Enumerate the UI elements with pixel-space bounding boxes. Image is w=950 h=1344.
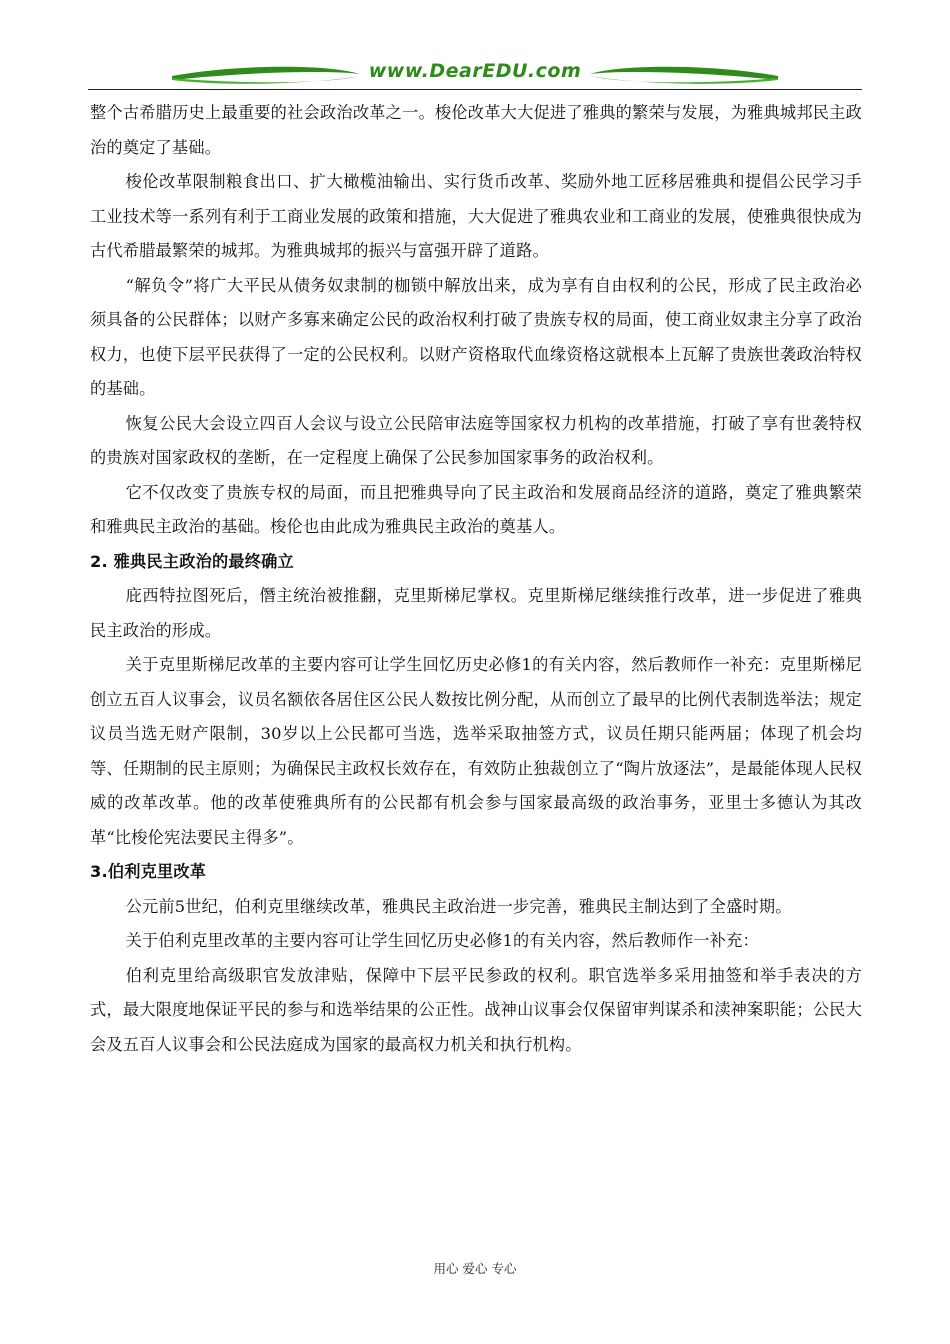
- paragraph: 关于克里斯梯尼改革的主要内容可让学生回忆历史必修1的有关内容，然后教师作一补充：克里斯梯尼创立五百人议事会，议员名额依各居住区公民人数按比例分配，从而创立了最早的比例代表制选举法；规定议员当选无财产限制，30岁以上公民都可当选，选举采取抽签方式，议员任期只能两届；体现了机会均等、任期制的民主原则；为确保民主政权长效存在，有效防止独裁创立了“陶片放逐法”，是最能体现人民权威的改革改革。他的改革使雅典所有的公民都有机会参与国家最高级的政治事务，亚里士多德认为其改革“比梭伦宪法要民主得多”。: [90, 655, 862, 847]
- paragraph: 公元前5世纪，伯利克里继续改革，雅典民主政治进一步完善，雅典民主制达到了全盛时期。: [125, 896, 792, 916]
- paragraph: 整个古希腊历史上最重要的社会政治改革之一。梭伦改革大大促进了雅典的繁荣与发展，为雅典城邦民主政治的奠定了基础。: [90, 103, 862, 157]
- paragraph: 它不仅改变了贵族专权的局面，而且把雅典导向了民主政治和发展商品经济的道路，奠定了雅典繁荣和雅典民主政治的基础。梭伦也由此成为雅典民主政治的奠基人。: [90, 482, 862, 536]
- page-footer: 用心 爱心 专心: [433, 1261, 517, 1276]
- document-body: [90, 96, 862, 1062]
- page-header: [88, 58, 862, 92]
- paragraph: 伯利克里给高级职官发放津贴，保障中下层平民参政的权利。职官选举多采用抽签和举手表决的方式，最大限度地保证平民的参与和选举结果的公正性。战神山议事会仅保留审判谋杀和渎神案职能；公民大会及五百人议事会和公民法庭成为国家的最高权力机关和执行机构。: [90, 965, 862, 1054]
- section-heading: 2. 雅典民主政治的最终确立: [90, 551, 294, 571]
- header-divider: [88, 89, 862, 90]
- paragraph: “解负令”将广大平民从债务奴隶制的枷锁中解放出来，成为享有自由权利的公民，形成了民主政治必须具备的公民群体；以财产多寡来确定公民的政治权利打破了贵族专权的局面，使工商业奴隶主分享了政治权力，也使下层平民获得了一定的公民权利。以财产资格取代血缘资格这就根本上瓦解了贵族世袭政治特权的基础。: [90, 275, 862, 398]
- paragraph: 恢复公民大会设立四百人会议与设立公民陪审法庭等国家权力机构的改革措施，打破了享有世袭特权的贵族对国家政权的垄断，在一定程度上确保了公民参加国家事务的政治权利。: [90, 413, 862, 467]
- paragraph: 关于伯利克里改革的主要内容可让学生回忆历史必修1的有关内容，然后教师作一补充：: [125, 931, 759, 950]
- header-site-name: www.DearEDU.com: [368, 60, 582, 82]
- paragraph: 庇西特拉图死后，僭主统治被推翻，克里斯梯尼掌权。克里斯梯尼继续推行改革，进一步促进了雅典民主政治的形成。: [90, 586, 862, 640]
- section-heading: 3.伯利克里改革: [90, 862, 207, 881]
- paragraph: 梭伦改革限制粮食出口、扩大橄榄油输出、实行货币改革、奖励外地工匠移居雅典和提倡公民学习手工业技术等一系列有利于工商业发展的政策和措施，大大促进了雅典农业和工商业的发展，使雅典很快成为古代希腊最繁荣的城邦。为雅典城邦的振兴与富强开辟了道路。: [90, 172, 862, 260]
